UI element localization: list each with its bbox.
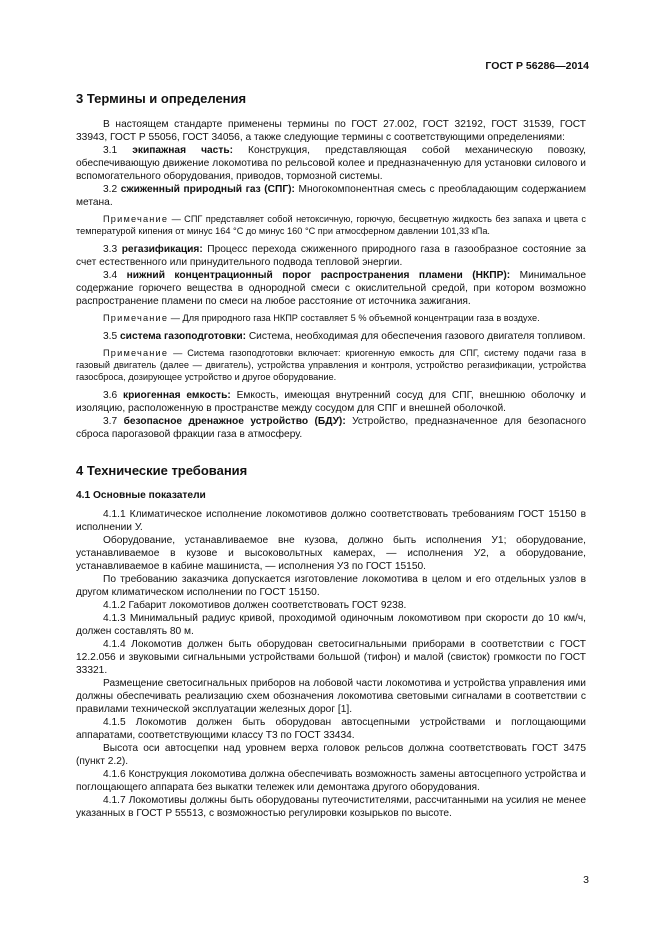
term-3-6-name: криогенная емкость: — [122, 390, 231, 401]
subsection-4-1-title: 4.1 Основные показатели — [76, 490, 206, 501]
note-3: Примечание — Система газоподготовки включает: криогенную емкость для СПГ, систему подачи газа в газовый двигатель (далее — двигатель), устройства управления и контроля, устройство регазификации, устройства газосброса, дозирующее устройство и другое оборудование. — [76, 348, 586, 382]
note-2: Примечание — Для природного газа НКПР составляет 5 % объемной концентрации газа в воздухе. — [103, 313, 540, 323]
term-3-3-name: регазификация: — [121, 244, 203, 255]
para-4-1-5: 4.1.5 Локомотив должен быть оборудован автосцепными устройствами и поглощающими аппаратами, соответствующими классу Т3 по ГОСТ 33434. — [76, 717, 586, 741]
term-3-2-name: сжиженный природный газ (СПГ): — [120, 184, 295, 195]
section-4-title: 4 Технические требования — [76, 463, 248, 478]
para-4-1-1-b: Оборудование, устанавливаемое вне кузова, должно быть исполнения У1; оборудование, устанавливаемое в кузове и высоковольтных камерах, — исполнения У2, а оборудование, устанавливаемое в кабине машиниста, — исполнения У3 по ГОСТ 15150. — [76, 535, 586, 572]
para-4-1-4: 4.1.4 Локомотив должен быть оборудован светосигнальными приборами в соответствии с ГОСТ 12.2.056 и звуковыми сигнальными устройствами большой (тифон) и малой (свисток) громкости по ГОСТ 33321. — [76, 639, 586, 676]
term-3-7: 3.7 безопасное дренажное устройство (БДУ): Устройство, предназначенное для безопасного сброса парогазовой фракции газа в атмосферу. — [76, 416, 586, 440]
para-4-1-4-b: Размещение светосигнальных приборов на лобовой части локомотива и устройства управления ими должны обеспечивать реализацию схем обозначения локомотива световыми сигналами в соответствии с правилами технической эксплуатации железных дорог [1]. — [76, 678, 586, 715]
para-4-1-1: 4.1.1 Климатическое исполнение локомотивов должно соответствовать требованиям ГОСТ 15150 в исполнении У. — [76, 509, 586, 533]
para-4-1-6: 4.1.6 Конструкция локомотива должна обеспечивать возможность замены автосцепного устройства и поглощающего аппарата без выкатки тележек или демонтажа другого оборудования. — [76, 769, 586, 793]
term-3-4-name: нижний концентрационный порог распространения пламени (НКПР): — [126, 270, 511, 281]
term-3-6: 3.6 криогенная емкость: Емкость, имеющая внутренний сосуд для СПГ, внешнюю оболочку и изоляцию, расположенную в пространстве между сосудом для СПГ и внешней оболочкой. — [76, 390, 586, 414]
para-4-1-2: 4.1.2 Габарит локомотивов должен соответствовать ГОСТ 9238. — [103, 600, 407, 611]
term-3-7-name: безопасное дренажное устройство (БДУ): — [123, 416, 346, 427]
term-3-5: 3.5 система газоподготовки: Система, необходимая для обеспечения газового двигателя топливом. — [103, 331, 586, 342]
para-4-1-7: 4.1.7 Локомотивы должны быть оборудованы путеочистителями, рассчитанными на усилия не менее указанных в ГОСТ Р 55513, с возможностью регулировки козырьков по высоте. — [76, 795, 586, 819]
term-3-1-name: экипажная часть: — [132, 145, 233, 156]
page-number: 3 — [583, 874, 589, 886]
para-4-1-3: 4.1.3 Минимальный радиус кривой, проходимой одиночным локомотивом при скорости до 10 км/ч, должен составлять 80 м. — [76, 613, 586, 637]
section-3-title: 3 Термины и определения — [76, 91, 247, 106]
para-4-1-5-b: Высота оси автосцепки над уровнем верха головок рельсов должна соответствовать ГОСТ 3475 (пункт 2.2). — [76, 743, 586, 767]
section-3-intro: В настоящем стандарте применены термины по ГОСТ 27.002, ГОСТ 32192, ГОСТ 31539, ГОСТ 33943, ГОСТ Р 55056, ГОСТ 34056, а также следующие термины с соответствующими определениями: — [76, 119, 586, 143]
term-3-4: 3.4 нижний концентрационный порог распространения пламени (НКПР): Минимальное содержание горючего вещества в однородной смеси с окислительной средой, при котором возможно распространение пламени по смеси на любое расстояние от источника зажигания. — [76, 270, 586, 307]
term-3-1: 3.1 экипажная часть: Конструкция, представляющая собой механическую повозку, обеспечивающую движение локомотива по рельсовой колее и предназначенную для установки силового и вспомогательного оборудования, приводов, тормозной системы. — [76, 145, 586, 182]
document-header: ГОСТ Р 56286—2014 — [485, 60, 589, 72]
term-3-2: 3.2 сжиженный природный газ (СПГ): Многокомпонентная смесь с преобладающим содержанием метана. — [76, 184, 586, 208]
term-3-3: 3.3 регазификация: Процесс перехода сжиженного природного газа в газообразное состояние за счет естественного или принудительного подвода тепловой энергии. — [76, 244, 586, 268]
para-4-1-1-c: По требованию заказчика допускается изготовление локомотива в целом и его отдельных узлов в другом климатическом исполнении по ГОСТ 15150. — [76, 574, 586, 598]
note-1: Примечание — СПГ представляет собой нетоксичную, горючую, бесцветную жидкость без запаха и цвета с температурой кипения от минус 164 °С до минус 160 °С при атмосферном давлении 101,33 кПа. — [76, 214, 586, 236]
term-3-5-name: система газоподготовки: — [120, 331, 246, 342]
page-content — [76, 91, 586, 820]
